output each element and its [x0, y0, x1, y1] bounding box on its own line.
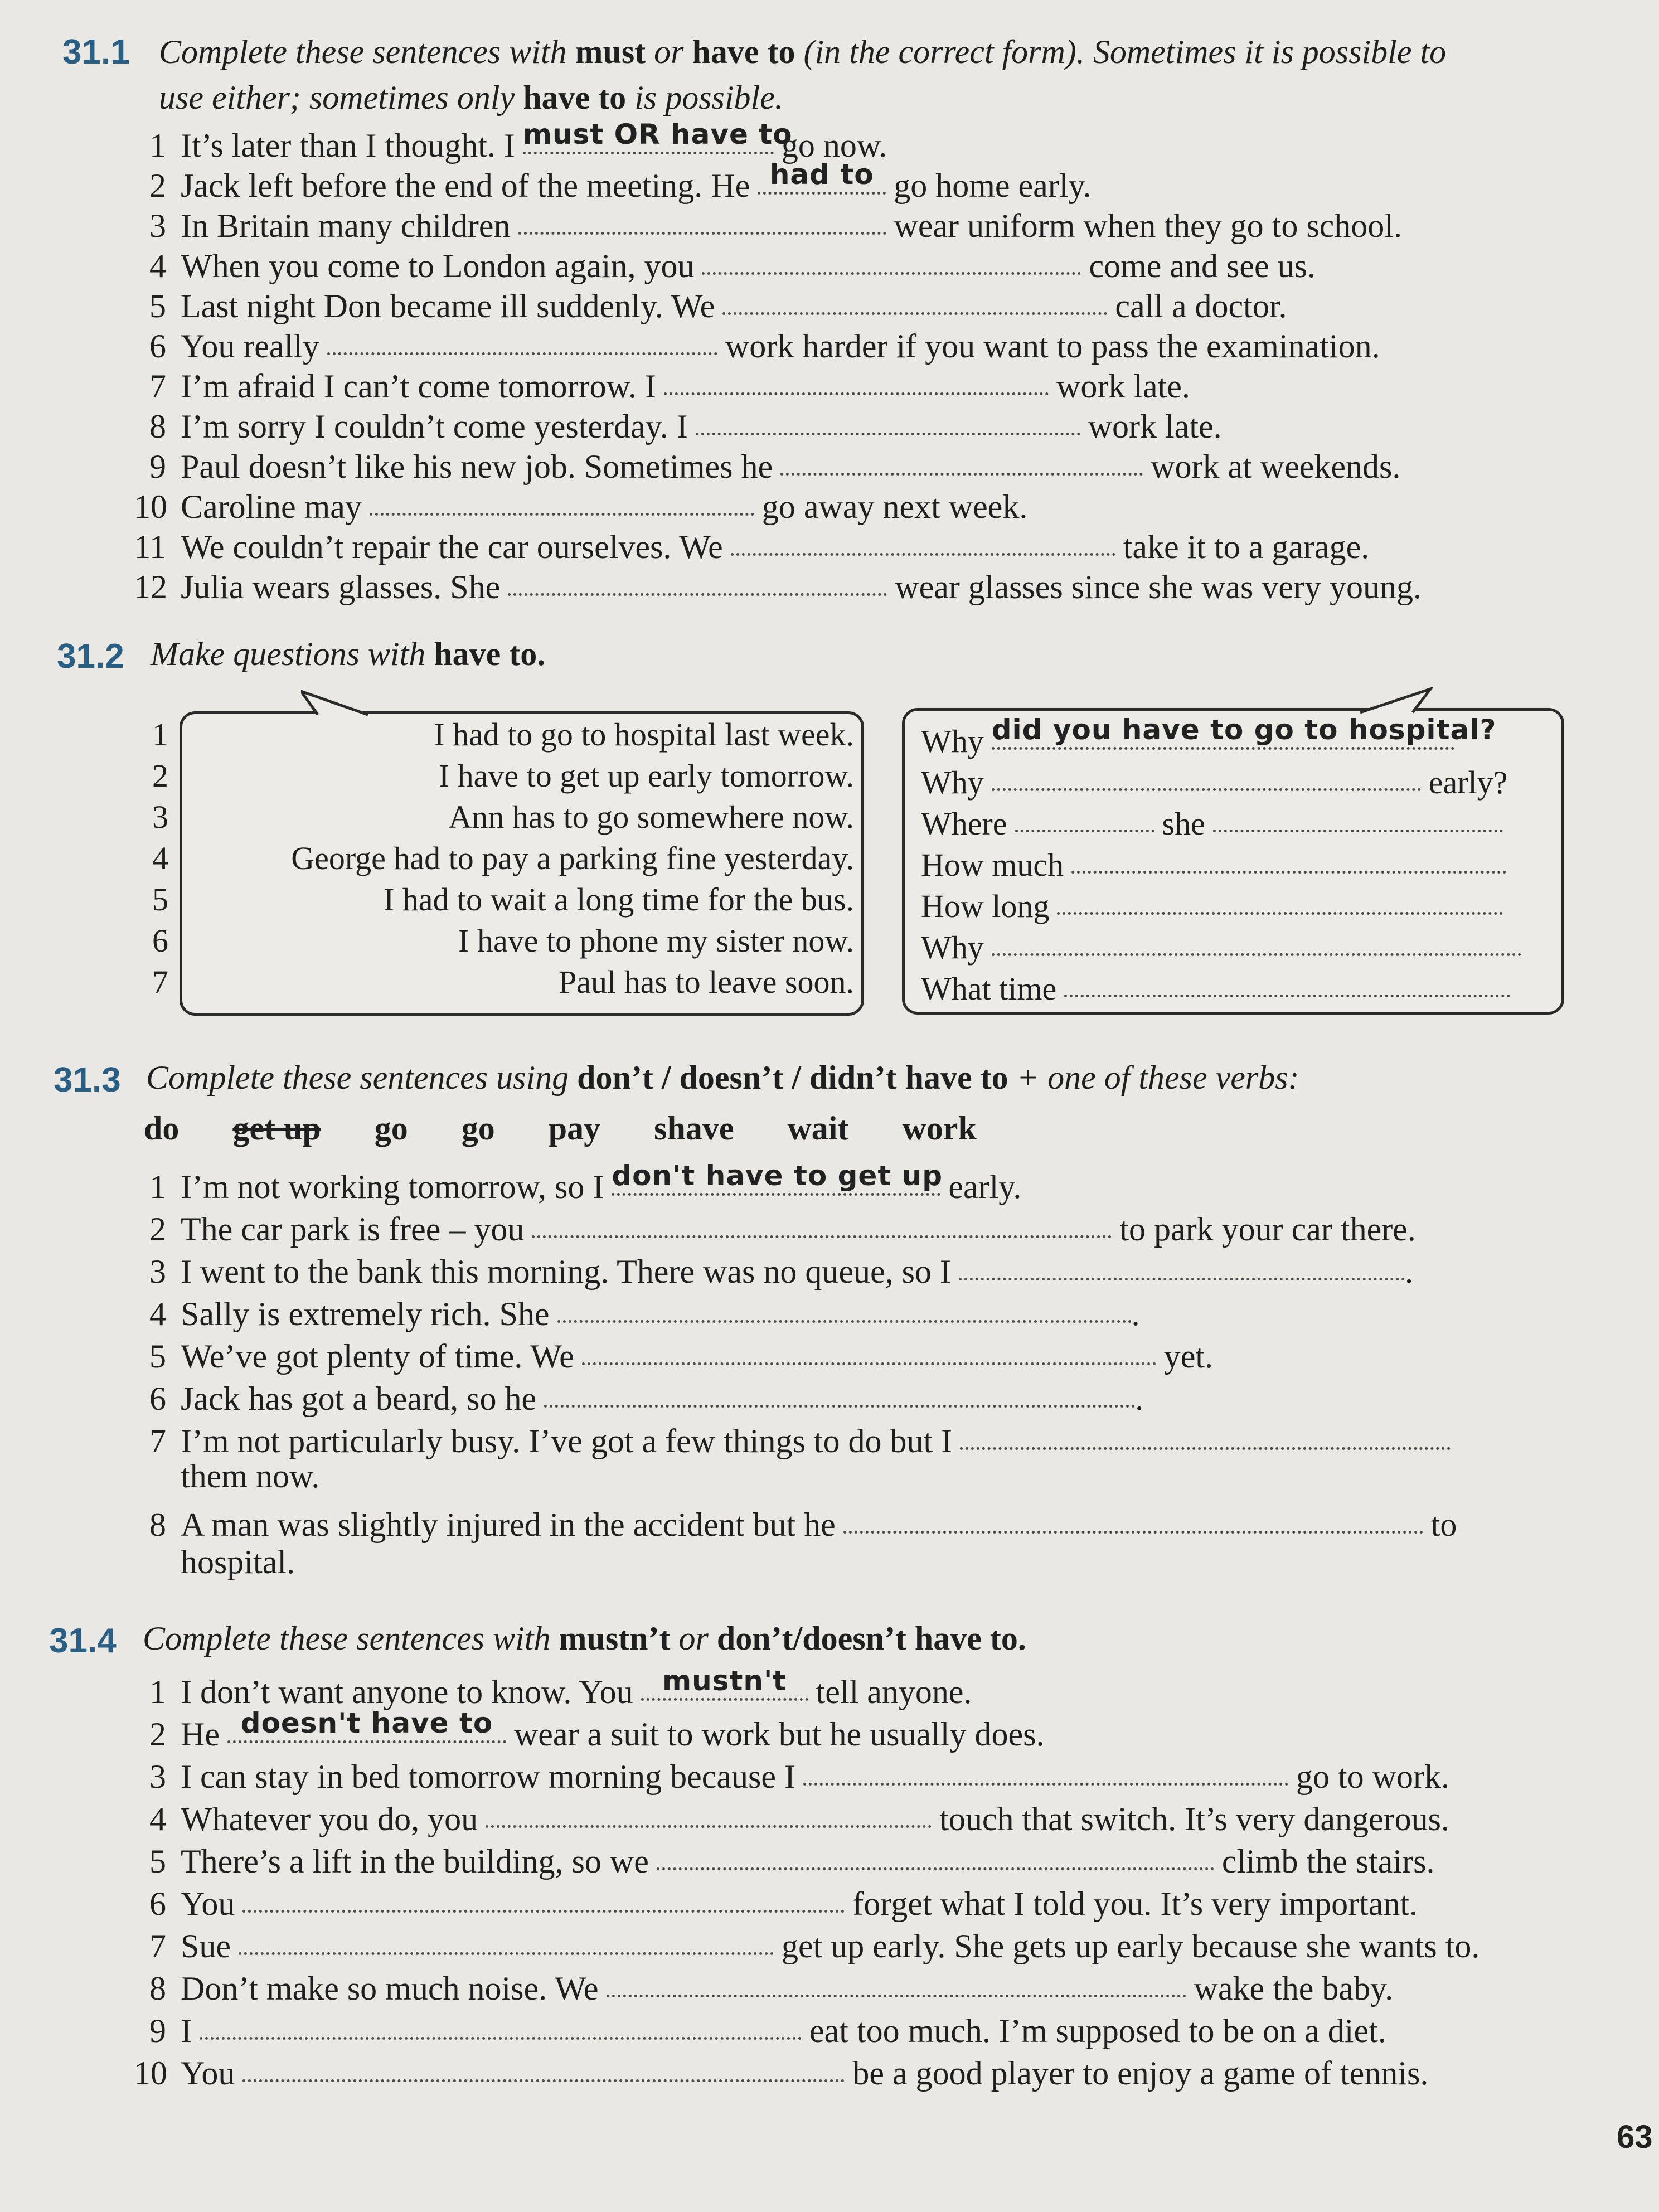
- ex4-line: 10 You be a good player to enjoy a game of tennis.: [134, 2048, 1428, 2089]
- ex3-line: 1 I’m not working tomorrow, so I don't have to get up early.: [149, 1160, 1022, 1205]
- ex4-line: 1 I don’t want anyone to know. You mustn't tell anyone.: [149, 1665, 972, 1710]
- ex1-line: 10 Caroline may go away next week.: [134, 482, 1027, 523]
- verb: pay: [548, 1110, 601, 1147]
- answer-blank[interactable]: must OR have to: [523, 118, 774, 154]
- ex2-row: 6 I have to phone my sister now.: [152, 923, 854, 959]
- verb: do: [144, 1110, 180, 1147]
- answer-blank[interactable]: [960, 1414, 1451, 1450]
- answer-blank[interactable]: [657, 1834, 1214, 1870]
- ex1-line: 4 When you come to London again, you come and see us.: [134, 241, 1316, 282]
- ex4-line: 7 Sue get up early. She gets up early because she wants to.: [134, 1921, 1479, 1962]
- ex3-line: 7 I’m not particularly busy. I’ve got a few things to do but I: [134, 1416, 1458, 1457]
- exercise-number-31-1: 31.1: [62, 33, 130, 71]
- ex2-row: 5 I had to wait a long time for the bus.: [152, 881, 854, 918]
- page-number: 63: [1617, 2119, 1653, 2155]
- ex2-question: How much: [921, 840, 1514, 881]
- ex1-line: 7 I’m afraid I can’t come tomorrow. I work late.: [134, 361, 1190, 402]
- ex4-line: 6 You forget what I told you. It’s very important.: [134, 1879, 1418, 1920]
- ex1-line: 12 Julia wears glasses. She wear glasses since she was very young.: [134, 562, 1422, 603]
- exercise-31-1-instructions: Complete these sentences with must or have to (in the correct form). Sometimes it is possible to use either; sometimes only have to is possible.: [159, 33, 1447, 116]
- answer-blank[interactable]: [370, 479, 754, 516]
- ex2-row: 2 I have to get up early tomorrow.: [152, 758, 854, 794]
- answer-blank[interactable]: [843, 1497, 1423, 1534]
- ex4-line: 2 He doesn't have to wear a suit to work but he usually does.: [149, 1707, 1045, 1753]
- answer-blank[interactable]: doesn't have to: [227, 1707, 506, 1743]
- ex1-line: 8 I’m sorry I couldn’t come yesterday. I work late.: [134, 401, 1222, 443]
- answer-blank[interactable]: [696, 399, 1080, 435]
- ex2-question: Why early?: [921, 757, 1507, 798]
- exercise-31-4-instructions: Complete these sentences with mustn’t or don’t/doesn’t have to.: [143, 1620, 1026, 1657]
- ex3-line-continued: hospital.: [181, 1544, 295, 1580]
- answer-blank[interactable]: [1213, 796, 1503, 832]
- bubble-tail-right: [1360, 687, 1433, 715]
- answer-blank[interactable]: [486, 1792, 932, 1828]
- ex2-question: Why: [921, 922, 1529, 963]
- answer-blank[interactable]: [544, 1371, 1135, 1408]
- answer-blank[interactable]: [702, 239, 1081, 275]
- ex2-row: 7 Paul has to leave soon.: [152, 964, 854, 1000]
- verb: wait: [787, 1110, 849, 1147]
- ex4-line: 4 Whatever you do, you touch that switch. It’s very dangerous.: [134, 1794, 1449, 1835]
- answer-blank[interactable]: [242, 2046, 845, 2082]
- exercise-31-3-instructions: Complete these sentences using don’t / doesn’t / didn’t have to + one of these verbs:: [146, 1059, 1299, 1096]
- answer-blank[interactable]: [582, 1329, 1156, 1365]
- ex1-line: 11 We couldn’t repair the car ourselves. We take it to a garage.: [134, 522, 1369, 563]
- verb-list: [144, 1109, 1030, 1148]
- ex4-line: 9 I eat too much. I’m supposed to be on a diet.: [134, 2006, 1386, 2047]
- ex1-line: 3 In Britain many children wear uniform when they go to school.: [134, 201, 1402, 242]
- answer-blank[interactable]: [780, 439, 1143, 476]
- ex2-row: 3 Ann has to go somewhere now.: [152, 799, 854, 835]
- ex3-line: 4 Sally is extremely rich. She .: [134, 1289, 1140, 1330]
- answer-blank[interactable]: [607, 1961, 1186, 1997]
- ex1-line: 5 Last night Don became ill suddenly. We call a doctor.: [134, 281, 1287, 322]
- answer-blank[interactable]: [200, 2004, 802, 2040]
- answer-blank[interactable]: don't have to get up: [612, 1160, 940, 1196]
- answer-blank[interactable]: [664, 359, 1049, 395]
- answer-blank[interactable]: [532, 1202, 1112, 1238]
- answer-blank[interactable]: [508, 560, 887, 596]
- answer-blank[interactable]: had to: [758, 158, 886, 195]
- ex3-line-continued: them now.: [181, 1458, 320, 1495]
- ex4-line: 3 I can stay in bed tomorrow morning because I go to work.: [134, 1752, 1449, 1793]
- ex2-question: Where she: [921, 798, 1511, 840]
- exercise-number-31-4: 31.4: [49, 1622, 117, 1660]
- ex2-question: What time: [921, 963, 1518, 1005]
- ex1-line: 6 You really work harder if you want to pass the examination.: [134, 321, 1380, 362]
- answer-blank[interactable]: [992, 920, 1521, 956]
- answer-blank[interactable]: [1057, 879, 1503, 915]
- ex2-question: How long: [921, 881, 1511, 922]
- exercise-number-31-3: 31.3: [54, 1061, 121, 1099]
- ex2-row: 1 I had to go to hospital last week.: [152, 716, 854, 753]
- verb-crossed-out: get up: [232, 1110, 321, 1147]
- bubble-tail-left: [301, 689, 373, 717]
- answer-blank[interactable]: [1071, 837, 1506, 874]
- ex3-line: 2 The car park is free – you to park your car there.: [134, 1204, 1416, 1245]
- answer-blank[interactable]: [959, 1244, 1405, 1280]
- ex3-line: 3 I went to the bank this morning. There was no queue, so I .: [134, 1246, 1413, 1288]
- verb: go: [374, 1110, 408, 1147]
- answer-blank[interactable]: [992, 755, 1421, 791]
- verb: shave: [654, 1110, 734, 1147]
- verb: go: [461, 1110, 495, 1147]
- ex1-line: 9 Paul doesn’t like his new job. Sometimes he work at weekends.: [134, 442, 1400, 483]
- answer-blank[interactable]: [1064, 961, 1510, 997]
- exercise-number-31-2: 31.2: [57, 637, 124, 676]
- exercise-31-2-instructions: Make questions with have to.: [151, 636, 546, 672]
- ex1-line: 1 It’s later than I thought. I must OR have to go now.: [149, 118, 887, 164]
- verb: work: [902, 1110, 977, 1147]
- ex2-question: Why did you have to go to hospital?: [921, 714, 1497, 759]
- ex3-line: 8 A man was slightly injured in the accident but he to: [134, 1500, 1457, 1541]
- answer-blank[interactable]: [518, 198, 886, 235]
- answer-blank[interactable]: did you have to go to hospital?: [992, 714, 1454, 750]
- answer-blank[interactable]: [557, 1287, 1132, 1323]
- ex1-line: 2 Jack left before the end of the meeting. He had to go home early.: [149, 158, 1092, 204]
- ex3-line: 6 Jack has got a beard, so he .: [134, 1374, 1143, 1415]
- answer-blank[interactable]: [242, 1876, 845, 1913]
- ex3-line: 5 We’ve got plenty of time. We yet.: [134, 1331, 1213, 1372]
- answer-blank[interactable]: [722, 279, 1107, 315]
- ex4-line: 5 There’s a lift in the building, so we climb the stairs.: [134, 1836, 1434, 1878]
- answer-blank[interactable]: [239, 1919, 774, 1955]
- answer-blank[interactable]: [803, 1749, 1288, 1786]
- answer-blank[interactable]: [731, 520, 1115, 556]
- answer-blank[interactable]: mustn't: [641, 1665, 808, 1701]
- ex2-row: 4 George had to pay a parking fine yesterday.: [152, 840, 854, 876]
- answer-blank[interactable]: [1015, 796, 1154, 832]
- ex4-line: 8 Don’t make so much noise. We wake the baby.: [134, 1963, 1393, 2005]
- answer-blank[interactable]: [327, 319, 717, 355]
